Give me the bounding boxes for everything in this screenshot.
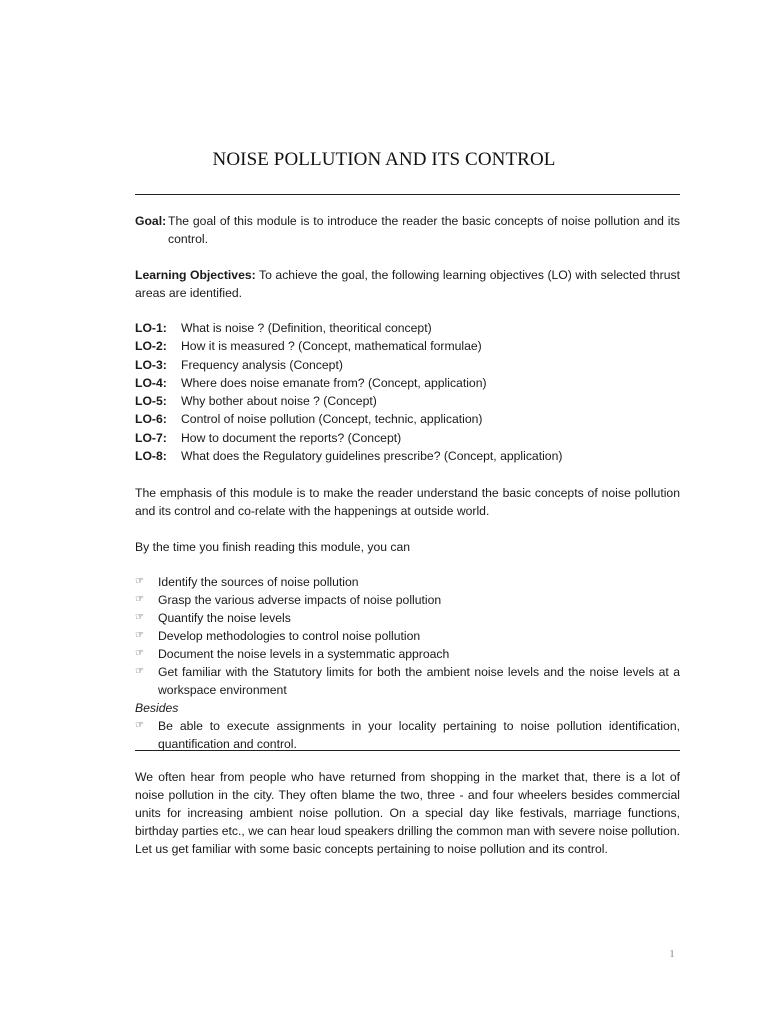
learning-objectives-text: To achieve the goal, the following learning objectives (LO) with selected thrust areas are identified.	[135, 268, 680, 300]
lo-id: LO-6:	[135, 412, 167, 427]
lo-id: LO-1:	[135, 321, 167, 335]
lo-item	[135, 429, 680, 447]
lo-id: LO-3:	[135, 357, 167, 372]
emphasis-paragraph: The emphasis of this module is to make the reader understand the basic concepts of noise pollution and its control and co-relate with the happenings at outside world.	[135, 486, 680, 518]
besides-text: Be able to execute assignments in your locality pertaining to noise pollution identification, quantification and control.	[158, 719, 680, 751]
pointing-hand-icon: ☞	[135, 666, 144, 677]
learning-objectives-label: Learning Objectives:	[135, 268, 256, 282]
learning-objectives-intro	[135, 266, 680, 302]
lo-item	[135, 410, 680, 428]
outcomes-list	[135, 573, 680, 753]
goal-section	[135, 212, 680, 248]
lo-item	[135, 319, 680, 337]
closing-paragraph: We often hear from people who have returned from shopping in the market that, there is a lot of noise pollution in the city. They often blame the two, three - and four wheelers besides commercial units for increasing ambient noise pollution. On a special day like festivals, marriage functions, birthday parties etc., we can hear loud speakers drilling the common man with severe noise pollution. Let us get familiar with some basic concepts pertaining to noise pollution and its control.	[135, 770, 680, 856]
outcome-item	[135, 627, 680, 645]
outcome-text: Document the noise levels in a systemmatic approach	[158, 647, 450, 661]
outcome-text: Grasp the various adverse impacts of noise pollution	[158, 593, 442, 607]
lo-text: Frequency analysis (Concept)	[181, 357, 343, 372]
outcome-item	[135, 573, 680, 591]
outcome-text: Identify the sources of noise pollution	[158, 575, 359, 589]
top-divider	[135, 194, 680, 195]
page-title: NOISE POLLUTION AND ITS CONTROL	[212, 149, 556, 170]
pointing-hand-icon: ☞	[135, 630, 144, 641]
besides-label: Besides	[135, 701, 179, 715]
outcome-text: Quantify the noise levels	[158, 611, 291, 625]
lo-text: Where does noise emanate from? (Concept, application)	[181, 375, 487, 390]
lo-item	[135, 447, 680, 465]
pointing-hand-icon: ☞	[135, 648, 144, 659]
outcome-item	[135, 663, 680, 699]
lo-item	[135, 374, 680, 392]
pointing-hand-icon: ☞	[135, 576, 144, 587]
besides-item	[135, 717, 680, 753]
goal-label: Goal:	[135, 214, 167, 228]
lo-id: LO-7:	[135, 430, 167, 445]
by-the-time-line: By the time you finish reading this module, you can	[135, 540, 411, 554]
outcome-text: Get familiar with the Statutory limits for both the ambient noise levels and the noise levels at a workspace environment	[158, 665, 680, 697]
lo-text: How to document the reports? (Concept)	[181, 430, 402, 445]
outcome-item	[135, 591, 680, 609]
lo-item	[135, 392, 680, 410]
outcome-item	[135, 645, 680, 663]
outcome-item	[135, 609, 680, 627]
lo-text: What is noise ? (Definition, theoritical concept)	[181, 321, 432, 335]
bottom-divider	[135, 750, 680, 751]
lo-text: Why bother about noise ? (Concept)	[181, 394, 377, 409]
page-number: 1	[669, 948, 675, 960]
learning-objectives-list	[135, 319, 680, 465]
lo-text: What does the Regulatory guidelines prescribe? (Concept, application)	[181, 449, 563, 464]
lo-id: LO-2:	[135, 339, 167, 354]
lo-text: Control of noise pollution (Concept, technic, application)	[181, 412, 483, 427]
lo-text: How it is measured ? (Concept, mathematical formulae)	[181, 339, 482, 354]
lo-id: LO-5:	[135, 394, 167, 409]
lo-id: LO-8:	[135, 449, 167, 464]
pointing-hand-icon: ☞	[135, 612, 144, 623]
lo-item	[135, 356, 680, 374]
goal-text: The goal of this module is to introduce the reader the basic concepts of noise pollution and its control.	[168, 214, 680, 246]
pointing-hand-icon: ☞	[135, 594, 144, 605]
lo-id: LO-4:	[135, 375, 167, 390]
lo-item	[135, 337, 680, 355]
pointing-hand-icon: ☞	[135, 720, 144, 731]
outcome-text: Develop methodologies to control noise pollution	[158, 629, 421, 643]
